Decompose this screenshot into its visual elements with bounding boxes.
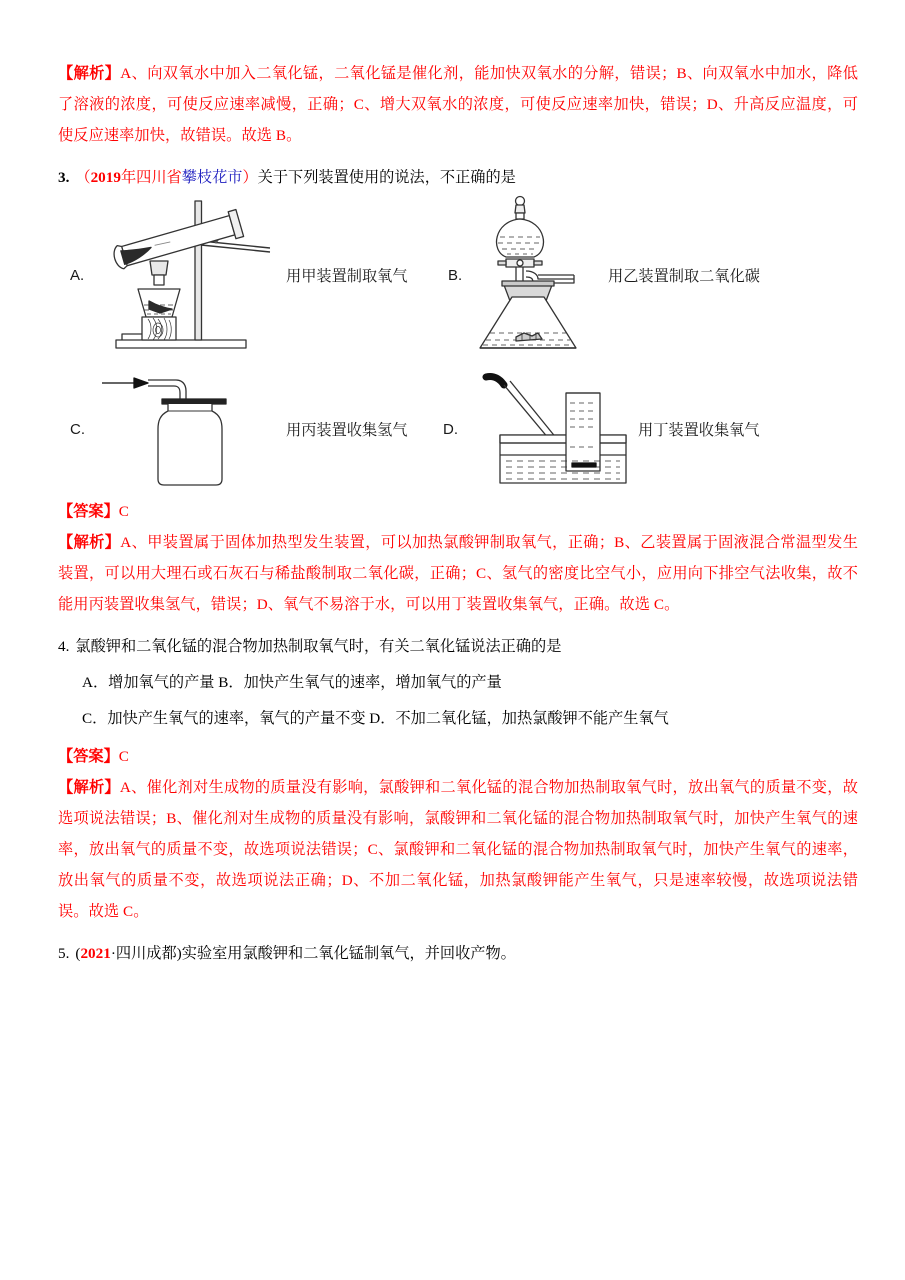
analysis-text-q2: A、向双氧水中加入二氧化锰，二氧化锰是催化剂，能加快双氧水的分解，错误；B、向双氧水中加水，降低了溶液的浓度，可使反应速率减慢，正确；C、增大双氧水的浓度，可使反应速率加快，错误；D、升高反应温度，可使反应速率加快，故错误。故选 B。 [58,65,858,144]
question-3-source-region: 年四川省 [120,169,182,186]
option-a-letter: A. [70,267,85,284]
answer-line-q4 [58,742,858,772]
answer-line-q3 [58,497,858,527]
question-3-number: 3. [58,169,70,186]
figure-flask-separating-funnel-apparatus [476,193,596,358]
option-b-letter: B. [448,267,463,284]
analysis-text-q3: A、甲装置属于固体加热型发生装置，可以加热氯酸钾制取氧气，正确；B、乙装置属于固液混合常温型发生装置，可以用大理石或石灰石与稀盐酸制取二氧化碳，正确；C、氢气的密度比空气小，应用向下排空气法收集，故不能用丙装置收集氢气，错误；D、氧气不易溶于水，可以用丁装置收集氧气，正确。故选 C。 [58,534,858,613]
question-3-figure-row-1 [58,193,858,361]
page-content [58,58,858,969]
option-c-letter: C. [70,421,85,438]
question-3-source-year: 2019 [90,169,121,186]
flask-separating-funnel-svg [476,193,596,358]
option-b-caption: 用乙装置制取二氧化碳 [608,268,760,285]
figure-water-displacement-trough [478,371,638,487]
analysis-marker-q2: 【解析】 [58,65,121,82]
question-4-stem-line [58,632,858,662]
question-5-source-sep: · [110,945,116,962]
answer-marker-q4: 【答案】 [58,748,119,765]
question-5-stem: 实验室用氯酸钾和二氧化锰制氧气，并回收产物。 [181,945,516,962]
question-5-number: 5. [58,945,70,962]
option-c-caption: 用丙装置收集氢气 [286,422,408,439]
analysis-paragraph-q4 [58,772,858,927]
question-4-options-line-2: C．加快产生氧气的速率，氧气的产量不变 D．不加二氧化锰，加热氯酸钾不能产生氧气 [82,710,669,727]
figure-solid-heating-apparatus [94,193,274,358]
question-3-stem-line [58,163,858,193]
answer-value-q3: C [118,503,129,520]
answer-marker-q3: 【答案】 [58,503,119,520]
question-5-source-region: 四川成都 [115,945,177,962]
question-4-options-line-1: A．增加氧气的产量 B．加快产生氧气的速率，增加氧气的产量 [82,674,502,691]
question-4-number: 4. [58,638,70,655]
analysis-marker-q3: 【解析】 [58,534,121,551]
analysis-paragraph-q3 [58,527,858,620]
question-5-stem-line [58,939,858,969]
option-d-caption: 用丁装置收集氧气 [638,422,760,439]
question-5-source-close: ) [176,945,182,962]
question-4-stem: 氯酸钾和二氧化锰的混合物加热制取氧气时，有关二氧化锰说法正确的是 [75,638,562,655]
question-3-stem: 关于下列装置使用的说法，不正确的是 [257,169,516,186]
option-a-caption: 用甲装置制取氧气 [286,268,408,285]
question-5-source-year: 2021 [80,945,111,962]
question-3-source-open: （ [75,169,91,186]
analysis-text-q4: A、催化剂对生成物的质量没有影响，氯酸钾和二氧化锰的混合物加热制取氧气时，放出氧气的质量不变，故选项说法错误；B、催化剂对生成物的质量没有影响，氯酸钾和二氧化锰的混合物加热制取氧气时，加快产生氧气的速率，放出氧气的质量不变，故选项说法错误；C、氯酸钾和二氧化锰的混合物加热制取氧气时，加快产生氧气的速率，放出氧气的质量不变，故选项说法正确；D、不加二氧化锰，加热氯酸钾能产生氧气，只是速率较慢，故选项说法错误。故选 C。 [58,779,858,920]
question-3-source-city: 攀枝花市 [181,169,243,186]
gas-bottle-svg [100,371,240,487]
question-5-source-open: ( [75,945,81,962]
solid-heating-apparatus-svg [94,193,274,358]
figure-gas-bottle-downward-delivery [100,371,240,487]
analysis-marker-q4: 【解析】 [58,779,120,796]
analysis-paragraph-q2 [58,58,858,151]
option-d-letter: D. [443,421,458,438]
water-trough-svg [478,371,638,487]
question-3-figure-row-2 [58,371,858,489]
question-3-source-close: ） [242,169,258,186]
answer-value-q4: C [118,748,129,765]
